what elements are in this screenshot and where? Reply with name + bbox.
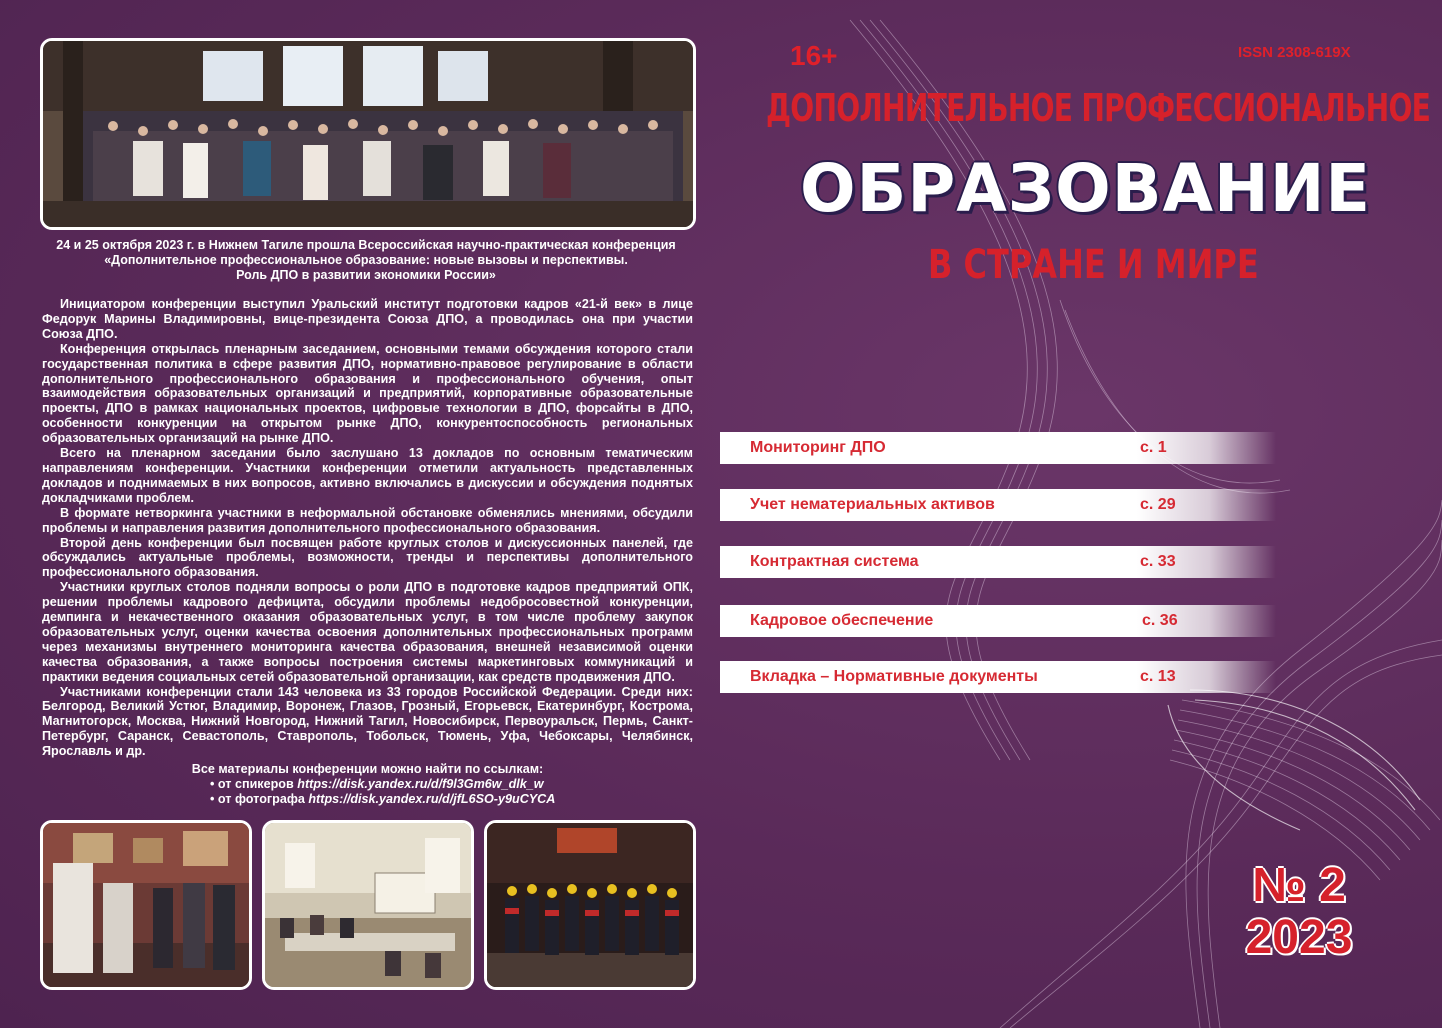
article-paragraph: В формате нетворкинга участники в неформальной обстановке обменялись мнениями, обсудили проблемы и направления развития дополнительного профессионального образования. bbox=[42, 505, 693, 535]
caption-line-3: Роль ДПО в развитии экономики России» bbox=[236, 268, 496, 282]
speakers-link-line bbox=[42, 777, 693, 792]
photographer-label: • от фотографа bbox=[210, 792, 309, 806]
toc-item-page: с. 29 bbox=[1140, 496, 1176, 513]
issue-year: 2023 bbox=[1245, 911, 1353, 964]
journal-title-main: ОБРАЗОВАНИЕ bbox=[800, 150, 1372, 227]
toc-item[interactable] bbox=[720, 489, 1276, 521]
caption-line-1: 24 и 25 октября 2023 г. в Нижнем Тагиле прошла Всероссийская научно-практическая конференция bbox=[56, 238, 676, 252]
group-photo-illustration bbox=[43, 41, 693, 227]
photographer-link[interactable]: https://disk.yandex.ru/d/jfL6SO-y9uCYCA bbox=[308, 792, 556, 806]
conference-article bbox=[42, 297, 693, 759]
round-table-illustration bbox=[265, 823, 471, 987]
conference-group-photo bbox=[40, 38, 696, 230]
toc-item[interactable] bbox=[720, 661, 1276, 693]
toc-item[interactable] bbox=[720, 432, 1276, 464]
issue-number: № 2 bbox=[1252, 859, 1346, 912]
museum-visit-photo bbox=[40, 820, 252, 990]
speakers-link[interactable]: https://disk.yandex.ru/d/f9l3Gm6w_dlk_w bbox=[297, 777, 544, 791]
toc-item[interactable] bbox=[720, 605, 1276, 637]
journal-title-top: ДОПОЛНИТЕЛЬНОЕ ПРОФЕССИОНАЛЬНОЕ bbox=[766, 86, 1431, 130]
journal-title-bottom: В СТРАНЕ И МИРЕ bbox=[928, 242, 1259, 288]
photo-caption bbox=[40, 238, 692, 283]
toc-item-page: с. 1 bbox=[1140, 439, 1167, 456]
issn-number: ISSN 2308-619X bbox=[1238, 44, 1351, 61]
toc-item-page: с. 36 bbox=[1142, 612, 1178, 629]
photographer-link-line bbox=[42, 792, 693, 807]
article-paragraph: Всего на пленарном заседании было заслушано 13 докладов по основным тематическим направлениям конференции. Участники конференции отметили актуальность представленных докладов и поднимаемых в них вопросов, активно включались в дискуссии и обсуждения поднятых докладчиками проблем. bbox=[42, 446, 693, 505]
toc-item[interactable] bbox=[720, 546, 1276, 578]
speakers-label: • от спикеров bbox=[210, 777, 298, 791]
round-table-photo bbox=[262, 820, 474, 990]
article-paragraph: Конференция открылась пленарным заседанием, основными темами обсуждения которого стали государственная политика в сфере развития ДПО, нормативно-правовое регулирование в области дополнительного профессионального образования и профессионального обучения, опыт взаимодействия образовательных организаций и предприятий, корпоративные образовательные проекты, ДПО в рамках национальных проектов, цифровые технологии в ДПО, форсайты в ДПО, особенности конкуренции на открытом рынке ДПО, конкурентоспособность региональных образовательных организаций на рынке ДПО. bbox=[42, 341, 693, 446]
materials-links bbox=[42, 762, 693, 807]
toc-item-label: Мониторинг ДПО bbox=[750, 439, 886, 456]
links-title: Все материалы конференции можно найти по ссылкам: bbox=[191, 762, 544, 776]
caption-line-2: «Дополнительное профессиональное образование: новые вызовы и перспективы. bbox=[104, 253, 628, 267]
toc-item-label: Учет нематериальных активов bbox=[750, 496, 995, 513]
museum-photo-illustration bbox=[43, 823, 249, 987]
factory-visit-photo bbox=[484, 820, 696, 990]
article-paragraph: Второй день конференции был посвящен работе круглых столов и дискуссионных панелей, где обсуждались актуальные проблемы, возможности, тренды и перспективы дополнительного профессионального образования. bbox=[42, 535, 693, 580]
article-paragraph: Участниками конференции стали 143 человека из 33 городов Российской Федерации. Среди них: Белгород, Великий Устюг, Владимир, Воронеж, Глазов, Грозный, Егорьевск, Екатеринбург, Кострома, Магнитогорск, Москва, Нижний Новгород, Нижний Тагил, Новосибирск, Первоуральск, Пермь, Санкт-Петербург, Саранск, Севастополь, Ставрополь, Тобольск, Тюмень, Уфа, Чебоксары, Челябинск, Ярославль и др. bbox=[42, 684, 693, 759]
article-paragraph: Инициатором конференции выступил Уральский институт подготовки кадров «21-й век» в лице Федорук Марины Владимировны, вице-президента Союза ДПО, а проводилась она при участии Союза ДПО. bbox=[42, 297, 693, 341]
toc-item-page: с. 13 bbox=[1140, 668, 1176, 685]
issue-badge bbox=[1224, 860, 1374, 964]
age-rating: 16+ bbox=[790, 40, 838, 71]
toc-item-page: с. 33 bbox=[1140, 553, 1176, 570]
toc-item-label: Вкладка – Нормативные документы bbox=[750, 668, 1038, 685]
factory-photo-illustration bbox=[487, 823, 693, 987]
article-paragraph: Участники круглых столов подняли вопросы о роли ДПО в подготовке кадров предприятий ОПК, решении проблемы кадрового дефицита, обсудили проблемы недобросовестной конкуренции, демпинга и некачественного оказания образовательных услуг, в том числе проблему закупок образовательных услуг, оценки качества освоения дополнительных профессиональных программ через механизмы внутреннего мониторинга качества образования, внешней независимой оценки качества образования, а также вопросы построения системы маркетинговых коммуникаций и практики ведения социальных сетей образовательной организации, как средств продвижения ДПО. bbox=[42, 580, 693, 684]
toc-item-label: Контрактная система bbox=[750, 553, 919, 570]
toc-item-label: Кадровое обеспечение bbox=[750, 612, 934, 629]
